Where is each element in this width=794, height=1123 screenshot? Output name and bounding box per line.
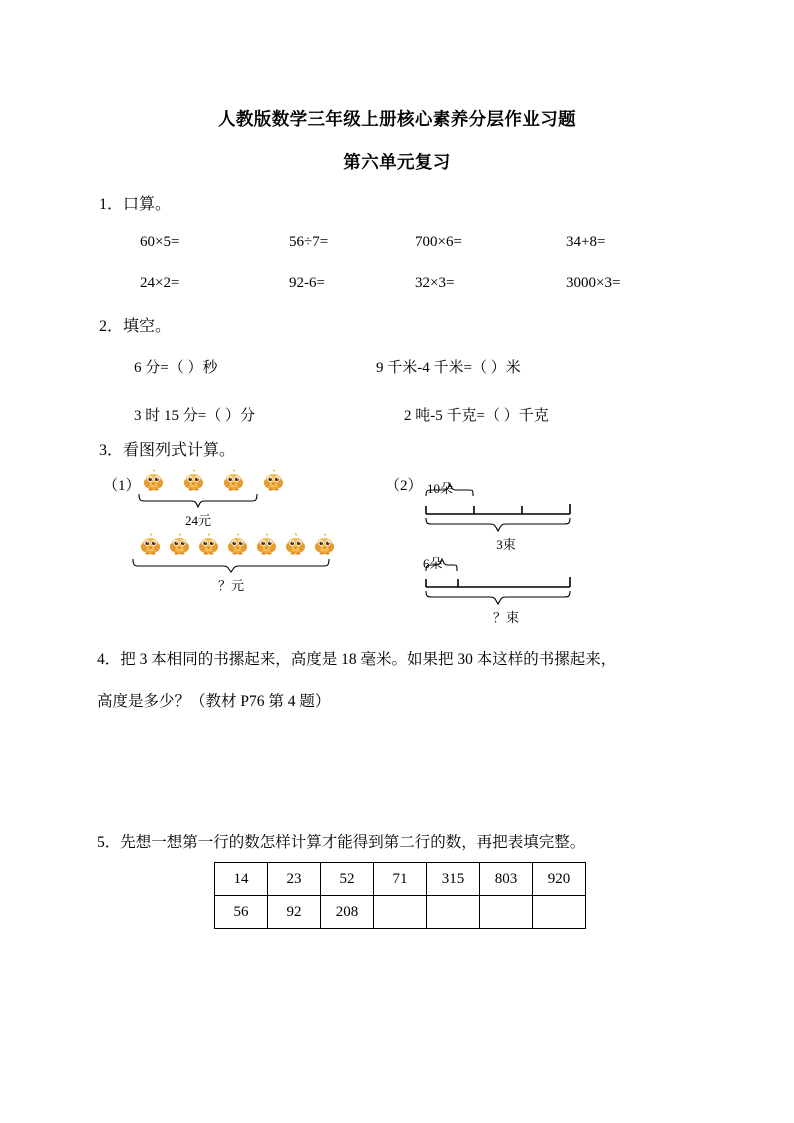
table-cell-r2c5-blank[interactable] [427, 896, 480, 929]
p3-2-top-total-caption: 3束 [496, 537, 516, 552]
p1-r1-c3: 700×6= [415, 234, 462, 250]
chick-icon [225, 532, 250, 557]
document-title: 人教版数学三年级上册核心素养分层作业习题 [218, 109, 576, 129]
chick-icon [138, 532, 163, 557]
p3-1-bottom-brace [131, 559, 331, 573]
chick-icon [312, 532, 337, 557]
problem-4-line-2: 高度是多少？（教材 P76 第 4 题） [97, 693, 331, 710]
p3-2-bottom-part-caption: 6朵 [423, 556, 443, 571]
document-subtitle: 第六单元复习 [343, 152, 451, 172]
chick-icon [167, 532, 192, 557]
table-cell-r2c7-blank[interactable] [533, 896, 586, 929]
problem-3-heading: 3．看图列式计算。 [99, 442, 236, 459]
p1-r2-c1: 24×2= [140, 275, 180, 291]
problem-3-part-2-label: （2） [385, 478, 423, 494]
chick-icon [141, 468, 166, 493]
p1-r2-c4: 3000×3= [566, 275, 621, 291]
p1-r2-c3: 32×3= [415, 275, 455, 291]
chick-icon [254, 532, 279, 557]
table-cell-r2c2: 92 [268, 896, 321, 929]
chick-icon [221, 468, 246, 493]
p1-r1-c2: 56÷7= [289, 234, 329, 250]
chick-icon [181, 468, 206, 493]
table-row [215, 896, 586, 929]
table-cell-r1c3: 52 [321, 863, 374, 896]
p2-r1-c1: 6 分=（ ）秒 [134, 360, 218, 376]
p2-r2-c1: 3 时 15 分=（ ）分 [134, 408, 255, 424]
problem-3-part-1-label: （1） [103, 478, 141, 494]
p3-1-bottom-caption: ？元 [217, 578, 244, 593]
problem-5-table [214, 862, 586, 929]
problem-2-heading: 2．填空。 [99, 318, 172, 335]
problem-5-heading: 5．先想一想第一行的数怎样计算才能得到第二行的数，再把表填完整。 [97, 834, 586, 851]
table-cell-r1c7: 920 [533, 863, 586, 896]
p3-1-bottom-chick-row [138, 532, 337, 557]
table-cell-r1c2: 23 [268, 863, 321, 896]
p1-r2-c2: 92-6= [289, 275, 325, 291]
p3-2-bottom-total-caption: ？束 [492, 610, 519, 625]
p3-1-top-caption: 24元 [184, 513, 211, 528]
table-cell-r2c3: 208 [321, 896, 374, 929]
table-cell-r2c6-blank[interactable] [480, 896, 533, 929]
p1-r1-c4: 34+8= [566, 234, 606, 250]
table-cell-r1c5: 315 [427, 863, 480, 896]
table-cell-r1c4: 71 [374, 863, 427, 896]
p3-1-top-brace [137, 494, 259, 508]
table-cell-r2c1: 56 [215, 896, 268, 929]
chick-icon [261, 468, 286, 493]
p2-r2-c2: 2 吨-5 千克=（ ）千克 [404, 408, 549, 424]
p2-r1-c2: 9 千米-4 千米=（ ）米 [376, 360, 521, 376]
chick-icon [196, 532, 221, 557]
table-cell-r2c4-blank[interactable] [374, 896, 427, 929]
p3-1-top-chick-row [141, 468, 286, 493]
p1-r1-c1: 60×5= [140, 234, 180, 250]
table-cell-r1c6: 803 [480, 863, 533, 896]
p3-2-top-part-caption: 10朵 [427, 481, 454, 496]
problem-4-line-1: 4．把 3 本相同的书摞起来，高度是 18 毫米。如果把 30 本这样的书摞起来， [97, 651, 617, 668]
table-cell-r1c1: 14 [215, 863, 268, 896]
table-row [215, 863, 586, 896]
problem-1-heading: 1．口算。 [99, 196, 172, 213]
chick-icon [283, 532, 308, 557]
